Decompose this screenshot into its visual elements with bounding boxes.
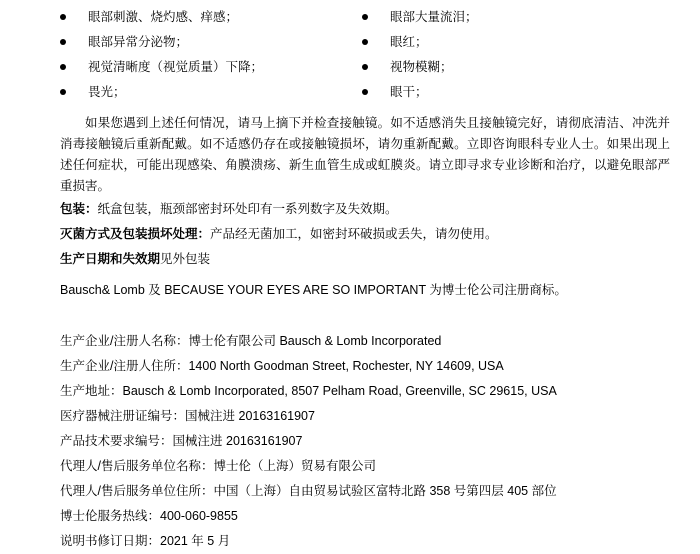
sterilization-text: 产品经无菌加工，如密封环破损或丢失，请勿使用。 (210, 227, 498, 241)
bullet-dot-icon (60, 14, 66, 20)
info-row (60, 454, 670, 479)
info-row (60, 504, 670, 529)
symptom-text: 视物模糊； (390, 60, 453, 74)
bullet-dot-icon (60, 64, 66, 70)
packaging-line (0, 197, 700, 222)
info-label: 生产地址： (60, 384, 123, 398)
list-item (362, 30, 700, 55)
packaging-text: 纸盒包装，瓶颈部密封环处印有一系列数字及失效期。 (97, 202, 398, 216)
info-value: 国械注进 20163161907 (172, 434, 303, 448)
production-date-title: 生产日期和失效期 (60, 252, 161, 266)
manufacturer-info-block (0, 329, 700, 554)
bullet-dot-icon (362, 89, 368, 95)
info-label: 代理人/售后服务单位名称： (60, 459, 214, 473)
sterilization-line (0, 222, 700, 247)
info-value: Bausch & Lomb Incorporated, 8507 Pelham Road, Greenville, SC 29615, USA (122, 384, 557, 398)
info-label: 生产企业/注册人名称： (60, 334, 189, 348)
list-item (362, 55, 700, 80)
info-value: 中国（上海）自由贸易试验区富特北路 358 号第四层 405 部位 (213, 484, 557, 498)
info-label: 代理人/售后服务单位住所： (60, 484, 214, 498)
warning-paragraph: 如果您遇到上述任何情况，请马上摘下并检查接触镜。如不适感消失且接触镜完好，请彻底清洁、冲洗并消毒接触镜后重新配戴。如不适感仍存在或接触镜损坏，请勿重新配戴。立即咨询眼科专业人士。如果出现上述任何症状，可能出现感染、角膜溃疡、新生血管生成或虹膜炎。请立即寻求专业诊断和治疗，以避免眼部严重损害。 (60, 116, 670, 193)
symptom-text: 眼部大量流泪； (390, 10, 478, 24)
symptom-text: 眼干； (390, 85, 428, 99)
production-date-line (0, 247, 700, 272)
bullet-dot-icon (60, 89, 66, 95)
info-label: 医疗器械注册证编号： (60, 409, 186, 423)
info-label: 生产企业/注册人住所： (60, 359, 189, 373)
list-item (60, 80, 362, 105)
list-item (60, 55, 362, 80)
info-value: 国械注进 20163161907 (185, 409, 315, 423)
bullet-dot-icon (362, 14, 368, 20)
info-value: 1400 North Goodman Street, Rochester, NY 14609, USA (188, 359, 504, 373)
list-item (362, 80, 700, 105)
list-item (60, 5, 362, 30)
production-date-text: 见外包装 (160, 252, 211, 266)
info-row (60, 529, 670, 554)
info-row (60, 354, 670, 379)
list-item (362, 5, 700, 30)
symptoms-list (0, 0, 700, 105)
list-item (60, 30, 362, 55)
symptom-text: 眼部刺激、烧灼感、痒感； (88, 10, 239, 24)
info-value: 博士伦有限公司 Bausch & Lomb Incorporated (188, 334, 442, 348)
packaging-title: 包装： (60, 202, 98, 216)
info-row (60, 379, 670, 404)
symptom-text: 眼部异常分泌物； (88, 35, 189, 49)
info-value: 400-060-9855 (160, 509, 238, 523)
sterilization-title: 灭菌方式及包装损坏处理： (60, 227, 211, 241)
info-label: 说明书修订日期： (60, 534, 161, 548)
info-label: 博士伦服务热线： (60, 509, 161, 523)
info-row (60, 429, 670, 454)
bullet-dot-icon (362, 64, 368, 70)
info-row (60, 329, 670, 354)
info-label: 产品技术要求编号： (60, 434, 173, 448)
symptom-text: 视觉清晰度（视觉质量）下降； (88, 60, 264, 74)
symptom-text: 眼红； (390, 35, 428, 49)
info-value: 2021 年 5 月 (160, 534, 231, 548)
info-value: 博士伦（上海）贸易有限公司 (213, 459, 376, 473)
trademark-line: Bausch& Lomb 及 BECAUSE YOUR EYES ARE SO IMPORTANT 为博士伦公司注册商标。 (60, 283, 567, 297)
symptom-text: 畏光； (88, 85, 126, 99)
bullet-dot-icon (362, 39, 368, 45)
info-row (60, 404, 670, 429)
info-row (60, 479, 670, 504)
bullet-dot-icon (60, 39, 66, 45)
